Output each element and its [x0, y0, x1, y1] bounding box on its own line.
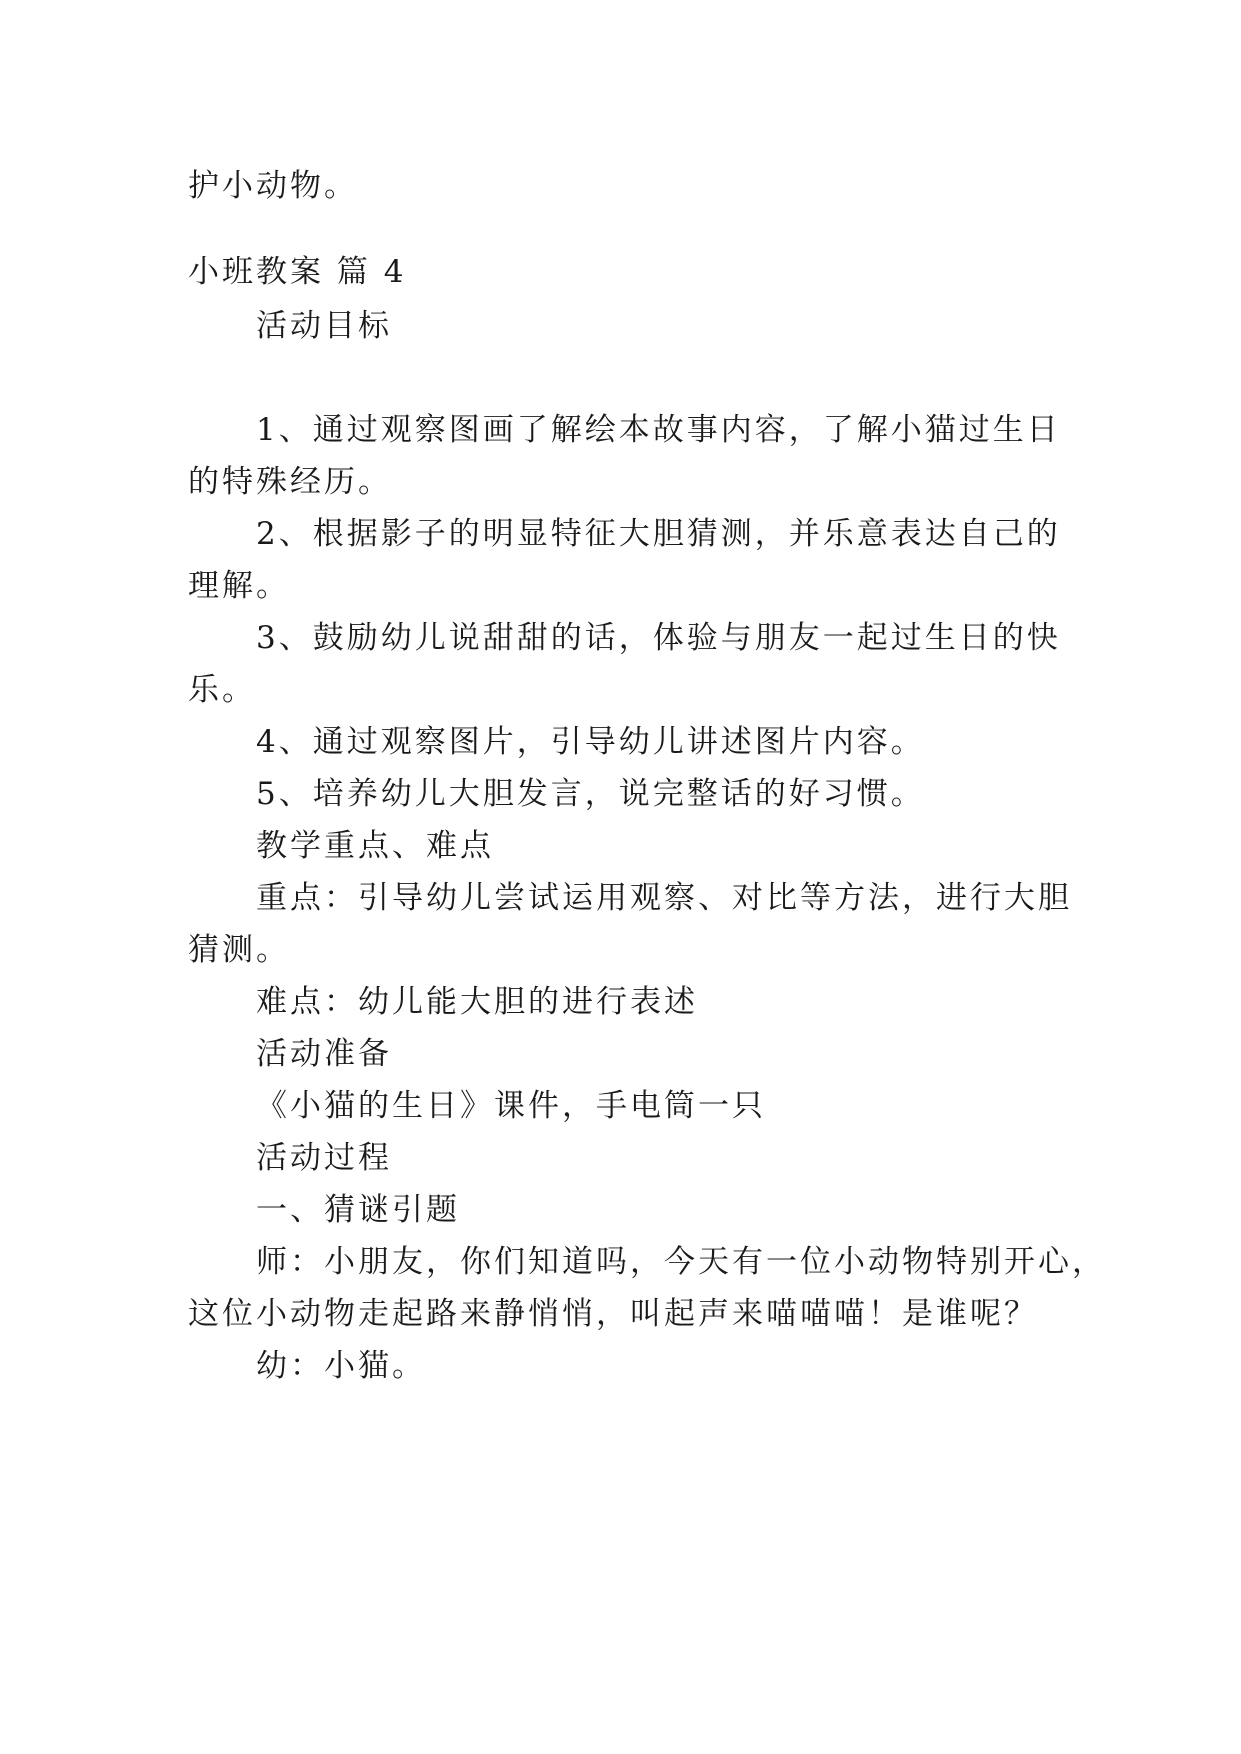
heading-preparation: 活动准备 [256, 1036, 392, 1072]
goal-4: 4、通过观察图片，引导幼儿讲述图片内容。 [256, 724, 925, 760]
goal-5: 5、培养幼儿大胆发言，说完整话的好习惯。 [256, 776, 925, 812]
paragraph-continuation: 护小动物。 [188, 168, 358, 204]
difficulty: 难点：幼儿能大胆的进行表述 [256, 984, 698, 1020]
key-point-line-1: 重点：引导幼儿尝试运用观察、对比等方法，进行大胆 [256, 880, 1072, 916]
goal-2-line-1: 2、根据影子的明显特征大胆猜测，并乐意表达自己的 [256, 516, 1061, 552]
goal-1-line-2: 的特殊经历。 [188, 464, 392, 500]
goal-1-line-1: 1、通过观察图画了解绘本故事内容，了解小猫过生日 [256, 412, 1061, 448]
heading-process: 活动过程 [256, 1140, 392, 1176]
process-step-1: 一、猜谜引题 [256, 1192, 460, 1228]
goal-3-line-2: 乐。 [188, 672, 256, 708]
heading-activity-goals: 活动目标 [256, 308, 392, 344]
heading-key-points: 教学重点、难点 [256, 828, 494, 864]
goal-2-line-2: 理解。 [188, 568, 290, 604]
preparation-items: 《小猫的生日》课件，手电筒一只 [256, 1088, 766, 1124]
key-point-line-2: 猜测。 [188, 932, 290, 968]
section-title: 小班教案 篇 4 [188, 254, 407, 290]
child-dialogue: 幼：小猫。 [256, 1348, 426, 1384]
goal-3-line-1: 3、鼓励幼儿说甜甜的话，体验与朋友一起过生日的快 [256, 620, 1061, 656]
teacher-dialogue-line-1: 师：小朋友，你们知道吗，今天有一位小动物特别开心， [256, 1244, 1106, 1280]
teacher-dialogue-line-2: 这位小动物走起路来静悄悄，叫起声来喵喵喵！是谁呢？ [188, 1296, 1038, 1332]
